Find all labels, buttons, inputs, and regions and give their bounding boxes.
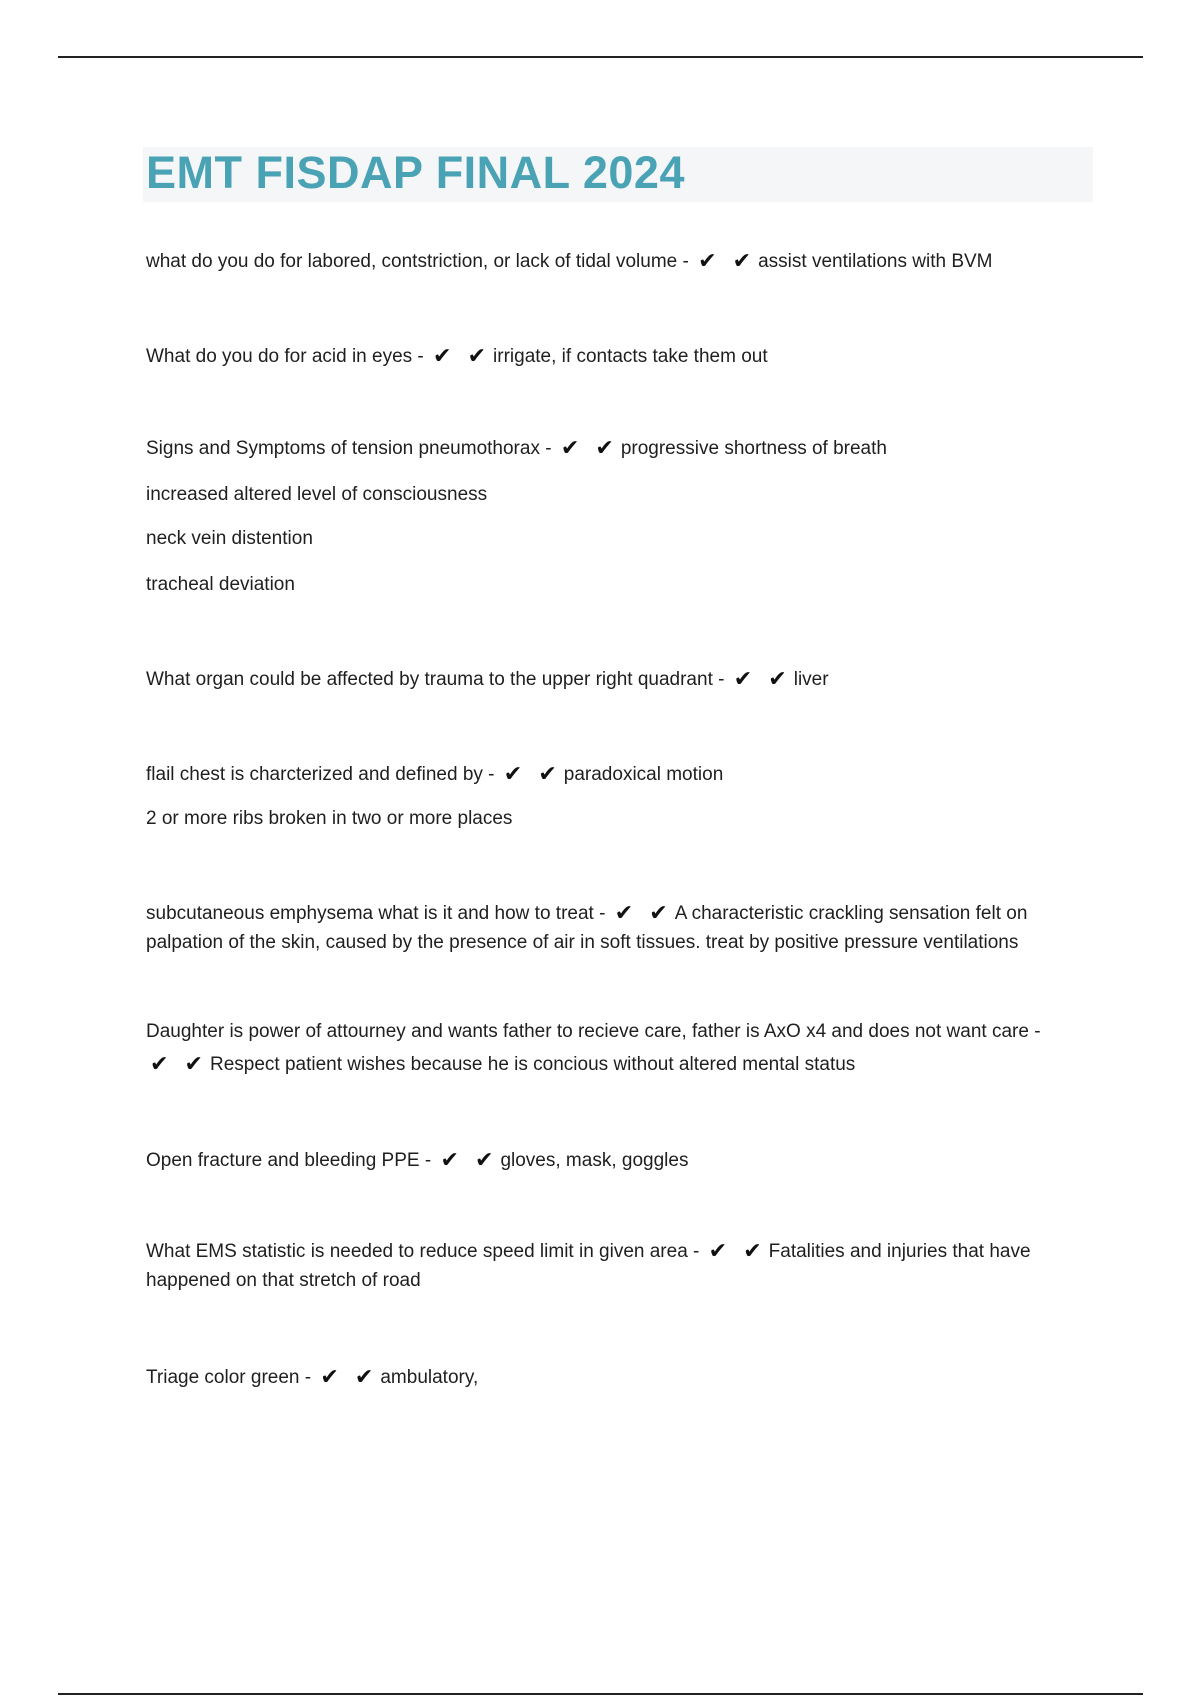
check-marks-icon: ✔ ✔: [320, 1364, 379, 1389]
check-marks-icon: ✔ ✔: [614, 900, 673, 925]
question-text: What do you do for acid in eyes -: [146, 346, 424, 367]
qa-line: [146, 1236, 1096, 1295]
check-marks-icon: ✔ ✔: [560, 435, 619, 460]
qa-line: [146, 1016, 1096, 1081]
answer-text: Fatalities and injuries that have happened on that stretch of road: [146, 1241, 1031, 1291]
answer-continuation: neck vein distention: [146, 528, 313, 549]
answer-text: paradoxical motion: [563, 764, 724, 785]
qa-item: [146, 245, 1096, 278]
answer-text: progressive shortness of breath: [620, 438, 887, 459]
check-marks-icon: ✔ ✔: [708, 1238, 767, 1263]
qa-line: [146, 340, 1096, 373]
qa-line: [146, 432, 1096, 465]
answer-text: assist ventilations with BVM: [758, 251, 993, 272]
qa-item: [146, 898, 1096, 957]
answer-text: irrigate, if contacts take them out: [493, 346, 768, 367]
document-title: EMT FISDAP FINAL 2024: [146, 147, 685, 198]
question-text: Signs and Symptoms of tension pneumothorax -: [146, 438, 552, 459]
check-marks-icon: ✔ ✔: [150, 1051, 208, 1076]
answer-continuation: 2 or more ribs broken in two or more places: [146, 808, 513, 829]
qa-line: [146, 1361, 1096, 1394]
question-text: What organ could be affected by trauma to the upper right quadrant -: [146, 669, 725, 690]
question-text: What EMS statistic is needed to reduce speed limit in given area -: [146, 1241, 700, 1262]
question-text: flail chest is charcterized and defined by -: [146, 764, 495, 785]
check-marks-icon: ✔ ✔: [733, 666, 792, 691]
qa-item: [146, 663, 1096, 696]
answer-text: Respect patient wishes because he is concious without altered mental status: [209, 1054, 856, 1075]
qa-line: [146, 1144, 1096, 1177]
qa-item: [146, 1361, 1096, 1394]
qa-item: [146, 1236, 1096, 1295]
qa-item: [146, 758, 1096, 835]
qa-line: [146, 245, 1096, 278]
qa-item: [146, 1016, 1096, 1081]
check-marks-icon: ✔ ✔: [433, 343, 492, 368]
question-text: Triage color green -: [146, 1367, 312, 1388]
qa-line: [146, 663, 1096, 696]
qa-line: [146, 898, 1096, 957]
qa-item: [146, 340, 1096, 373]
answer-text: ambulatory,: [380, 1367, 479, 1388]
answer-text: A characteristic crackling sensation felt on palpation of the skin, caused by the presence of air in soft tissues. treat by positive pressure ventilations: [146, 903, 1028, 953]
answer-text: liver: [793, 669, 829, 690]
question-text: Open fracture and bleeding PPE -: [146, 1150, 432, 1171]
qa-line: [146, 758, 1096, 791]
check-marks-icon: ✔ ✔: [503, 761, 562, 786]
answer-continuation: increased altered level of consciousness: [146, 484, 488, 505]
qa-item: [146, 1144, 1096, 1177]
check-marks-icon: ✔ ✔: [440, 1147, 499, 1172]
question-text: Daughter is power of attourney and wants father to recieve care, father is AxO x4 and does not want care -: [146, 1021, 1041, 1042]
bottom-divider: [58, 1693, 1143, 1695]
answer-text: gloves, mask, goggles: [500, 1150, 689, 1171]
question-text: what do you do for labored, contstriction, or lack of tidal volume -: [146, 251, 689, 272]
top-divider: [58, 56, 1143, 58]
answer-continuation: tracheal deviation: [146, 574, 295, 595]
qa-item: [146, 432, 1096, 601]
check-marks-icon: ✔ ✔: [698, 248, 757, 273]
question-text: subcutaneous emphysema what is it and how to treat -: [146, 903, 606, 924]
